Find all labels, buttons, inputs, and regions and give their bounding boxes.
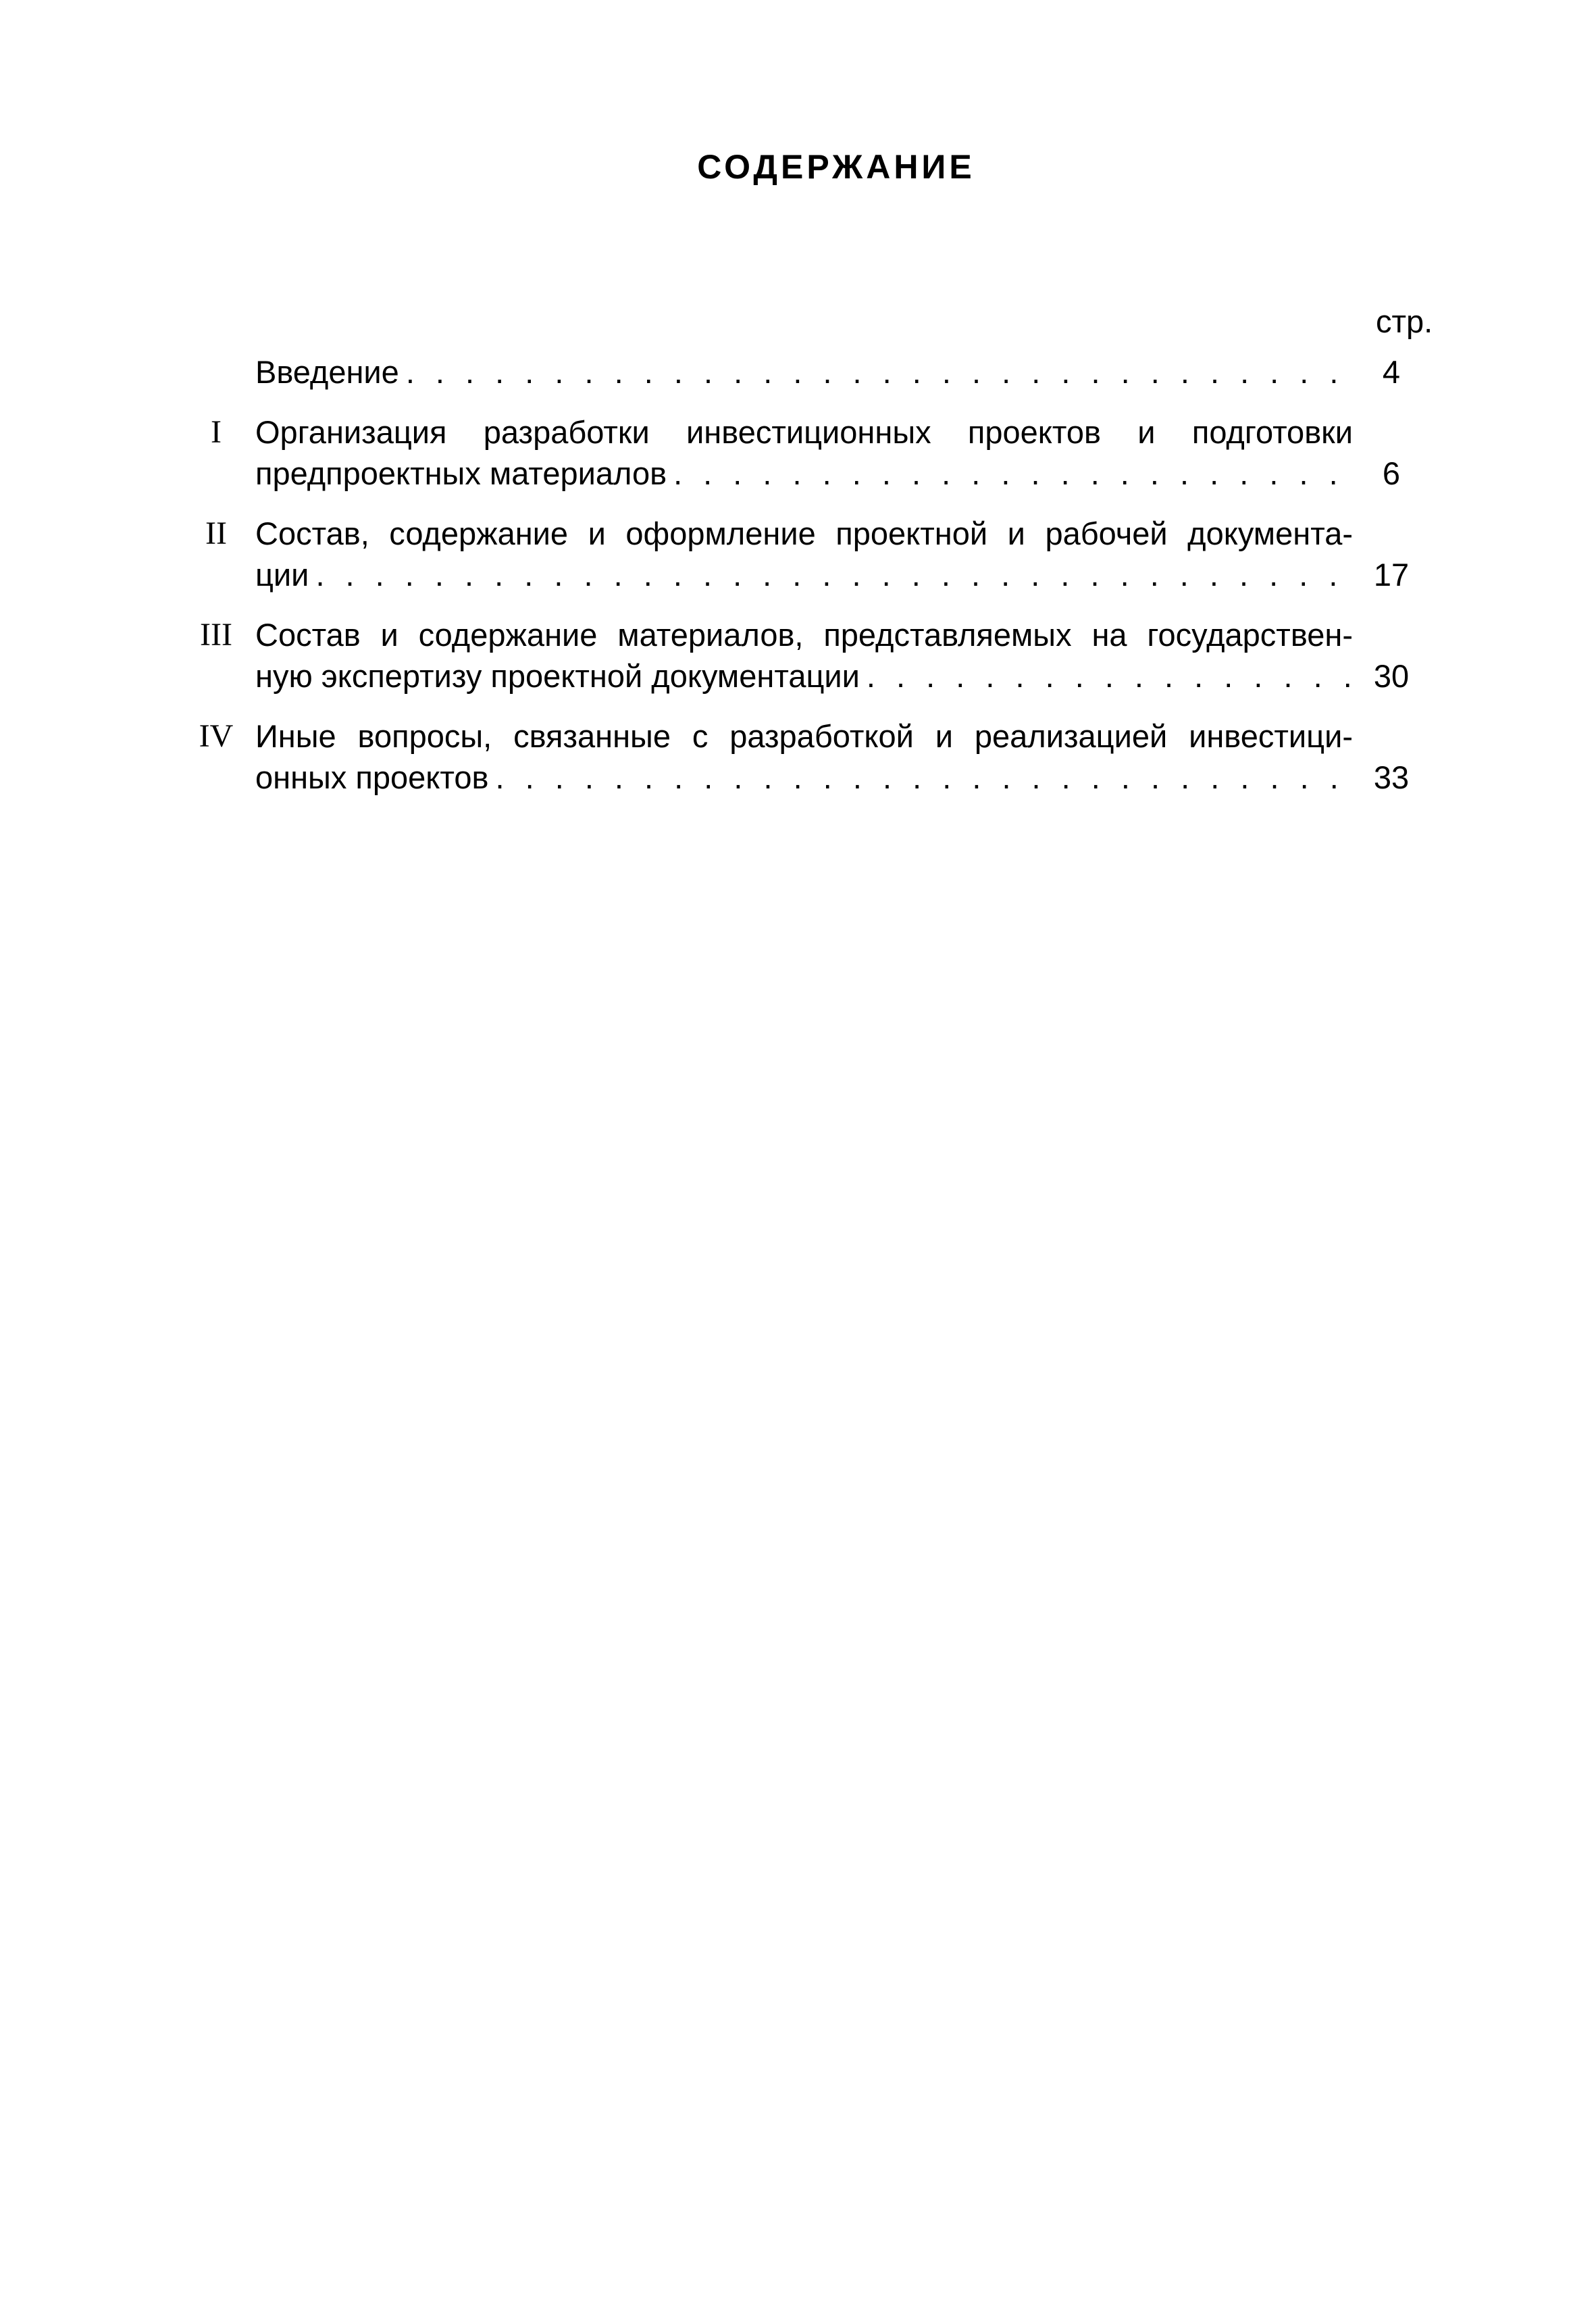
section-numeral: II [205,515,227,551]
toc-entry-page-number: 4 [1382,354,1401,390]
section-numeral: III [200,617,232,653]
toc-entry-line: Иные вопросы, связанные с разработкой и реализацией инвестици- [255,718,1353,754]
dot-leader [673,455,1353,492]
toc-entry-line [255,556,1353,593]
section-numeral: I [211,414,222,450]
toc-entry-page-number: 33 [1373,759,1410,795]
dot-leader [406,353,1353,391]
toc-entry-line [255,455,1353,492]
toc-entry-line: Состав и содержание материалов, представляемых на государствен- [255,617,1353,653]
toc-entry-page-number: 17 [1373,557,1410,593]
toc-entry-line [255,657,1353,695]
toc-entry-text: ции [255,557,309,593]
toc-entry-text: онных проектов [255,759,489,795]
section-numeral: IV [199,718,234,754]
dot-leader [867,657,1353,695]
toc-entry-page-number: 6 [1382,455,1401,491]
dot-leader [315,556,1353,593]
toc-entry-page-number: 30 [1373,658,1410,694]
dot-leader [495,759,1353,796]
toc-entry-line [255,759,1353,796]
page-column-label: стр. [1376,303,1433,339]
page-title: СОДЕРЖАНИЕ [697,148,975,186]
toc-entry-line [255,353,1353,391]
toc-entry-line: Организация разработки инвестиционных проектов и подготовки [255,414,1353,450]
toc-entry-line: Состав, содержание и оформление проектной и рабочей документа- [255,515,1353,551]
toc-entry-text: предпроектных материалов [255,455,667,491]
toc-entry-text: ную экспертизу проектной документации [255,658,860,694]
toc-entry-text: Введение [255,354,399,390]
